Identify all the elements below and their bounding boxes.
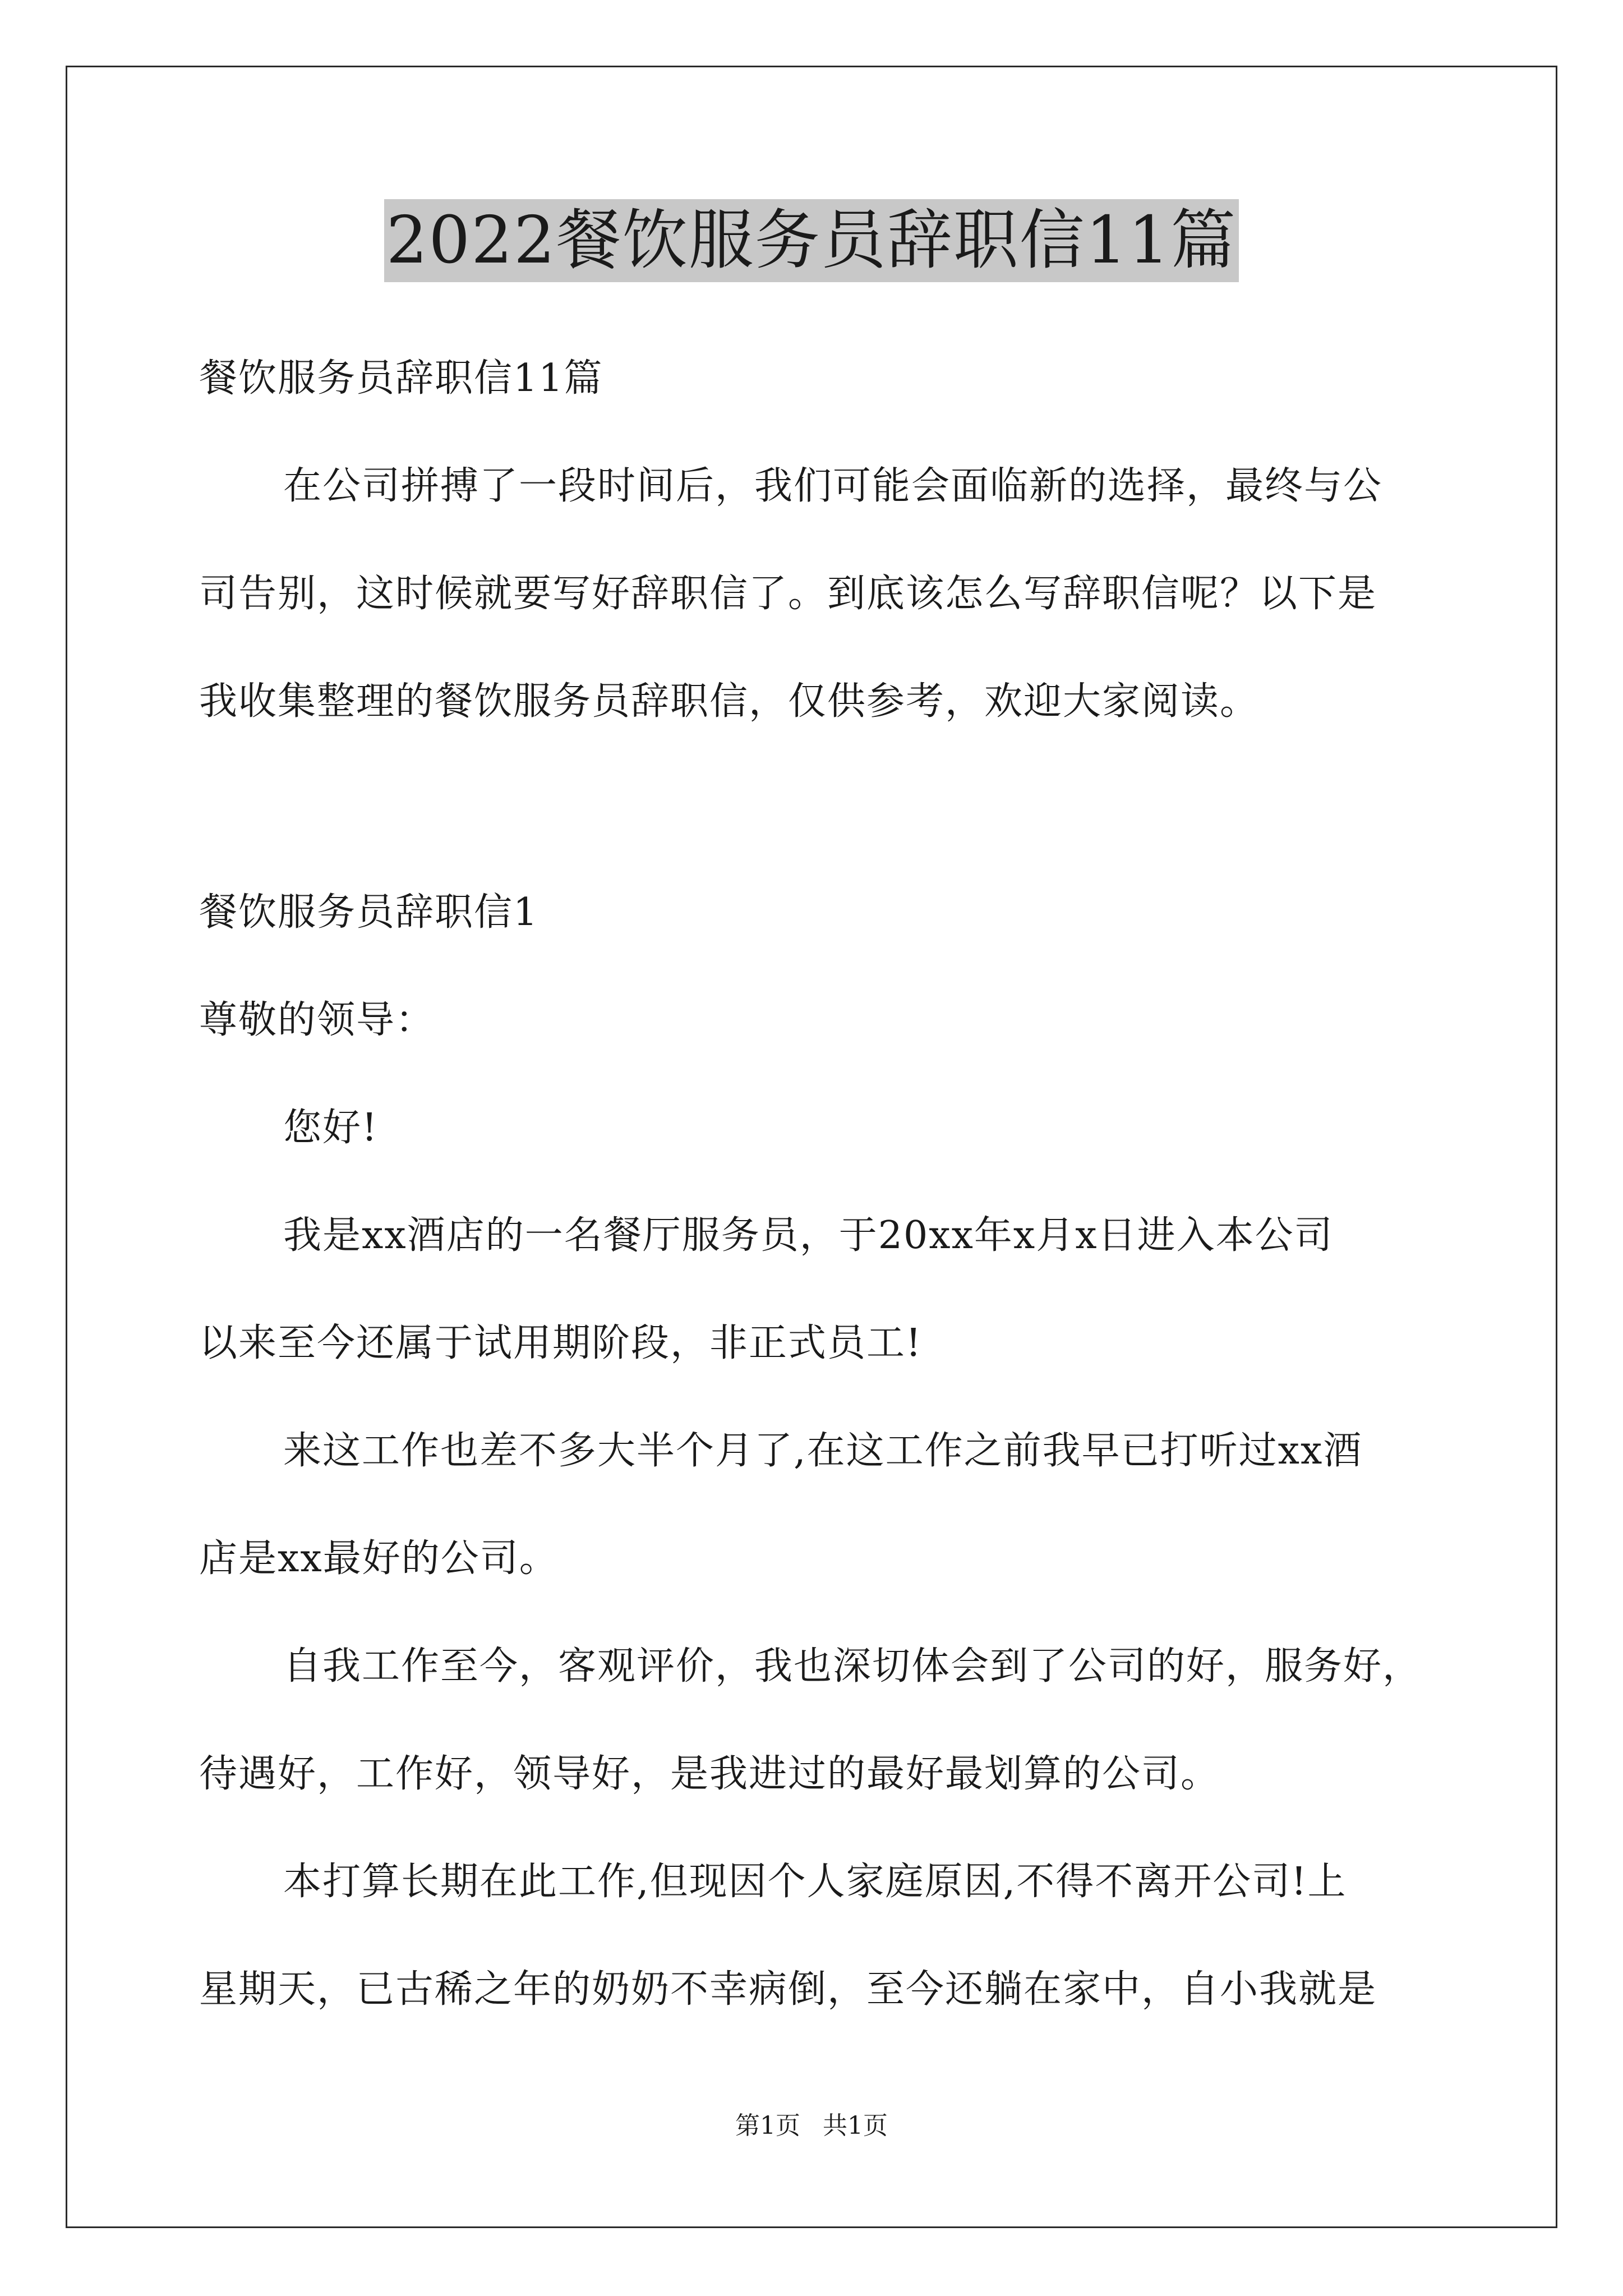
document-title: 2022餐饮服务员辞职信11篇 bbox=[384, 199, 1239, 282]
document-subtitle: 餐饮服务员辞职信11篇 bbox=[199, 356, 603, 401]
page-footer bbox=[0, 2109, 1623, 2143]
body-line-5: 自我工作至今，客观评价，我也深切体会到了公司的好，服务好， bbox=[283, 1644, 1422, 1688]
body-line-1: 我是xx酒店的一名餐厅服务员，于20xx年x月x日进入本公司 bbox=[283, 1213, 1334, 1258]
intro-line-3: 我收集整理的餐饮服务员辞职信，仅供参考，欢迎大家阅读。 bbox=[199, 679, 1260, 724]
body-line-6: 待遇好，工作好，领导好，是我进过的最好最划算的公司。 bbox=[199, 1752, 1220, 1796]
title-container bbox=[0, 199, 1623, 282]
page-total: 共1页 bbox=[823, 2111, 888, 2140]
greeting: 您好! bbox=[283, 1106, 379, 1150]
body-line-4: 店是xx最好的公司。 bbox=[199, 1536, 559, 1581]
page-number: 第1页 bbox=[735, 2111, 800, 2140]
body-line-2: 以来至今还属于试用期阶段，非正式员工! bbox=[199, 1321, 923, 1365]
intro-line-1: 在公司拼搏了一段时间后，我们可能会面临新的选择，最终与公 bbox=[283, 464, 1383, 508]
body-line-7: 本打算长期在此工作,但现因个人家庭原因,不得不离开公司!上 bbox=[283, 1860, 1347, 1904]
salutation: 尊敬的领导： bbox=[199, 998, 435, 1042]
section-heading: 餐饮服务员辞职信1 bbox=[199, 890, 539, 935]
body-line-3: 来这工作也差不多大半个月了,在这工作之前我早已打听过xx酒 bbox=[283, 1429, 1363, 1473]
body-line-8: 星期天，已古稀之年的奶奶不幸病倒，至今还躺在家中，自小我就是 bbox=[199, 1967, 1377, 2012]
intro-line-2: 司告别，这时候就要写好辞职信了。到底该怎么写辞职信呢？以下是 bbox=[199, 572, 1377, 616]
